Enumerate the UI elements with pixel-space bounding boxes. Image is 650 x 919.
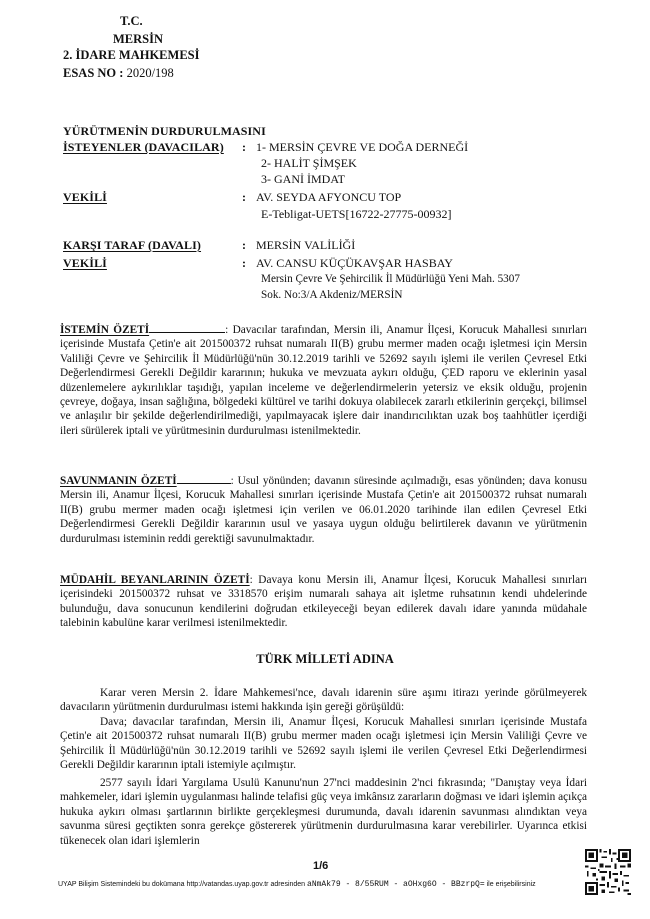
intervenor-summary [60,573,587,631]
attorney-label: VEKİLİ [63,190,107,204]
footer-suffix: ile erişebilirsiniz [486,881,536,888]
header-tc: T.C. [120,14,143,28]
page-number: 1/6 [313,860,329,872]
case-number [63,66,174,81]
verdict-paragraph-2: Dava; davacılar tarafından, Mersin ili, Anamur İlçesi, Korucuk Mahallesi sınırları içerisinde Mustafa Çetin'e ait 201500372 ruhsat numaralı II(B) grubu mermer maden ocağı işletmesi için Mersin Valiliği Çevre ve Şehircilik İl Müdürlüğü'nün 30.12.2019 tarihli ve 52692 sayılı işlemi ile verilen Çevresel Etki Değerlendirmesi Gerekli Değildir kararının iptali istemiyle açılmıştır. [60,716,587,772]
claim-summary-text: : Davacılar tarafından, Mersin ili, Anamur İlçesi, Korucuk Mahallesi sınırları içerisinde Mustafa Çetin'e ait 201500372 ruhsat numaralı II(B) grubu mermer maden ocağı işletmesi için Mersin Valiliği Çevre ve Şehircilik İl Müdürlüğü'nün 30.12.2019 tarihli ve 52692 sayılı işlemi ile verilen Çevresel Etki Değerlendirmesi Gerekli Değildir kararının; hukuka ve mevzuata aykırı olduğu, ÇED raporu ve eklerinin yasal düzenlemelere aykırılıklar taşıdığı, yapılan inceleme ve değerlendirmelerin yetersiz ve eksik olduğu, projenin çevreye, doğaya, insan sağlığına, bölgedeki kültürel ve tarihi dokuya olabilecek zararlı etkilerinin gerçekçi, bilimsel ve anlaşılır bir şekilde değerlendirilmediği, yapılmayacak işlere dair inandırıcılıktan uzak boş taahhütler içerdiği ileri sürülerek iptali ve yürütmesinin durdurulması istenilmektedir. [60,324,587,437]
case-number-label: ESAS NO : [63,66,124,80]
defendant-attorney-name: AV. CANSU KÜÇÜKAVŞAR HASBAY [256,256,453,270]
header-city: MERSİN [113,32,164,46]
attorney-name: AV. SEYDA AFYONCU TOP [256,190,402,204]
footer [58,880,536,889]
requester-2: 2- HALİT ŞİMŞEK [261,156,357,170]
verdict-paragraph-3: 2577 sayılı İdari Yargılama Usulü Kanunu'nun 27'nci maddesinin 2'nci fıkrasında; "Danıştay veya İdari mahkemeler, idari işlemin uygulanması halinde telafisi güç veya imkânsız zararların doğması ve idari işlemin açıkça hukuka aykırı olması şartlarının birlikte gerçekleşmesi durumunda, davalı idarenin savunması alındıktan veya savunma süresi geçtikten sonra gerekçe göstererek yürütmenin durdurulmasına karar verebilirler. Uyarınca etkisi tükenecek olan idari işlemlerin [60,777,587,847]
defendant-address-line2: Sok. No:3/A Akdeniz/MERSİN [261,289,403,301]
colon: : [242,238,246,252]
defendant-address-line1: Mersin Çevre Ve Şehircilik İl Müdürlüğü Yeni Mah. 5307 [261,273,520,285]
qr-code [585,849,631,895]
verdict-title: TÜRK MİLLETİ ADINA [256,652,394,666]
requester-3: 3- GANİ İMDAT [261,172,345,186]
intervenor-summary-text: : Davaya konu Mersin ili, Anamur İlçesi, Korucuk Mahallesi sınırları içerisindeki 201500372 ruhsat ve 3318570 erişim numaralı sahaya ait işletme ruhsatının kendi uhdelerinde bulunduğu, dava sonucunun kendilerini doğrudan etkileyeceği beyan edilerek davalı idare yanında müdahale talebinin kabulüne karar verilmesi istenilmektedir. [60,574,587,630]
claim-summary [60,322,587,438]
claim-summary-label: İSTEMİN ÖZETİ [60,324,150,336]
requester-1: 1- MERSİN ÇEVRE VE DOĞA DERNEĞİ [256,140,469,154]
intervenor-summary-label: MÜDAHİL BEYANLARININ ÖZETİ [60,574,250,586]
colon: : [242,256,246,270]
header-court: 2. İDARE MAHKEMESİ [63,48,200,62]
verdict-paragraph-1: Karar veren Mersin 2. İdare Mahkemesi'nce, davalı idarenin süre aşımı itirazı yerinde görülmeyerek davacıların yürütmenin durdurulması istemi hakkında işin gereği görüşüldü: [60,687,587,714]
defendant-label: KARŞI TARAF (DAVALI) [63,238,202,252]
footer-code: aNmAk79 - 8/55RUM - aOHxg6O - BBzrpQ= [307,880,485,889]
colon: : [242,140,246,154]
attorney-etebligat: E-Tebligat-UETS[16722-27775-00932] [261,207,452,221]
defendant-attorney-label: VEKİLİ [63,256,107,270]
case-number-value: 2020/198 [126,66,174,80]
colon: : [242,190,246,204]
defense-summary [60,473,587,546]
defense-summary-text: : Usul yönünden; davanın süresinde açılmadığı, esas yönünden; dava konusu Mersin ili, Anamur İlçesi, Korucuk Mahallesi sınırları içerisinde Mustafa Çetin'e ait 201500372 ruhsat numaralı II(B) grubu mermer maden ocağı işletmesi için verilen ve 06.01.2020 tarihinde ilan edilen Çevresel Etki Değerlendirmesi Gerekli Değildir kararının usul ve yasaya uygun olduğu belirtilerek davanın ve yürütmenin durdurulması isteminin reddi gerektiği savunulmaktadır. [60,475,588,545]
requesters-label-line2: İSTEYENLER (DAVACILAR) [63,140,224,154]
defendant-name: MERSİN VALİLİĞİ [256,238,356,252]
requesters-label-line1: YÜRÜTMENİN DURDURULMASINI [63,124,266,138]
defense-summary-label: SAVUNMANIN ÖZETİ [60,475,177,487]
footer-prefix: UYAP Bilişim Sistemindeki bu dokümana http://vatandas.uyap.gov.tr adresinden [58,881,306,888]
